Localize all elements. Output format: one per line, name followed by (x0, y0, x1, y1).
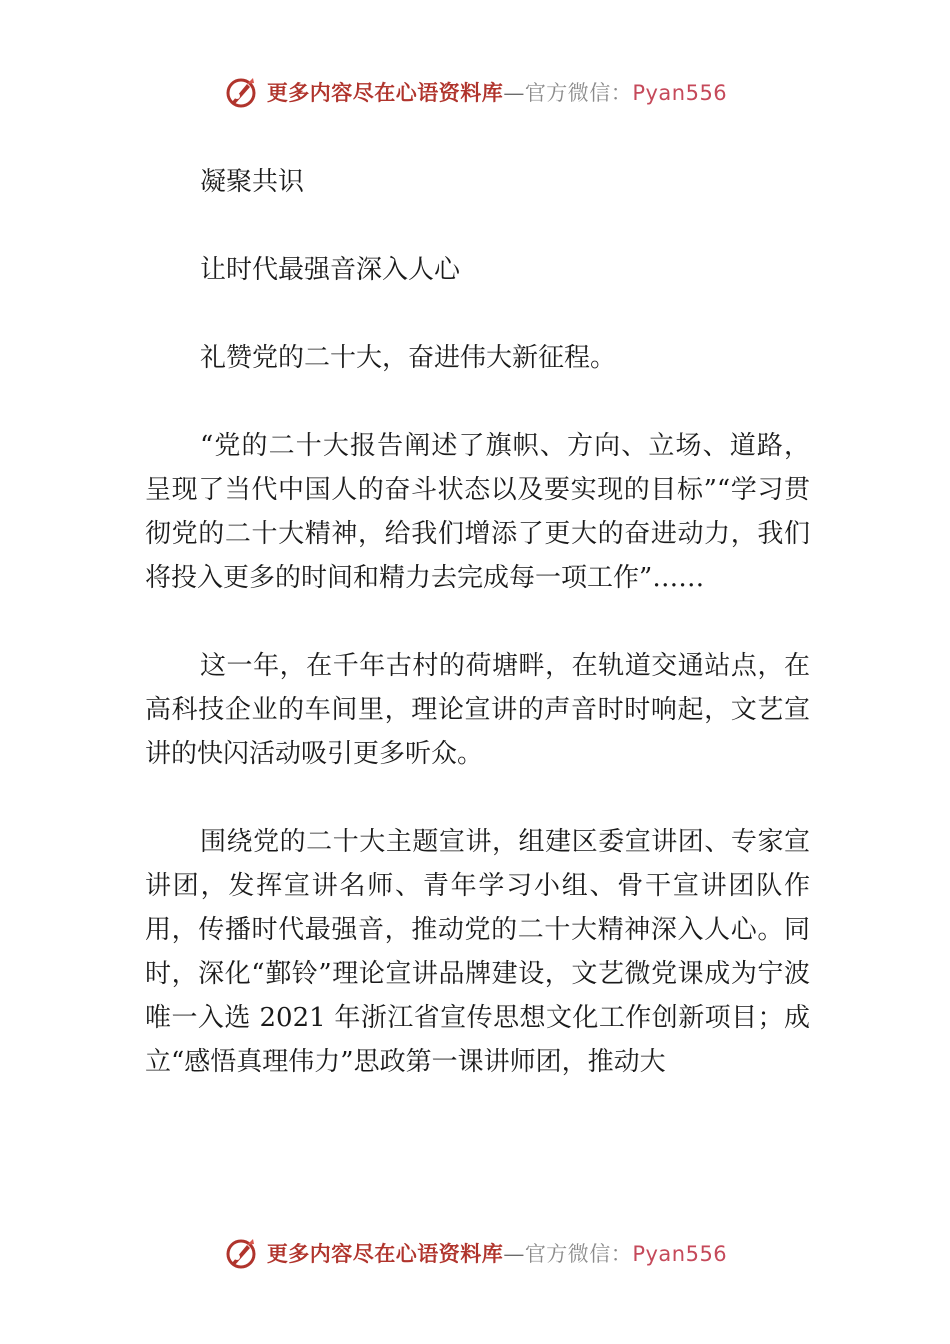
paragraph: 礼赞党的二十大，奋进伟大新征程。 (200, 343, 617, 373)
banner-wechat-id: Pyan556 (632, 81, 728, 105)
banner-text (267, 1238, 727, 1268)
banner-separator: — (503, 1242, 525, 1266)
banner-main-text: 更多内容尽在心语资料库 (266, 1241, 504, 1266)
banner-text (267, 77, 727, 107)
paragraph: 让时代最强音深入人心 (200, 255, 461, 285)
banner-wechat-label: 官方微信： (524, 81, 633, 105)
banner-main-text: 更多内容尽在心语资料库 (266, 80, 504, 105)
paragraph: 围绕党的二十大主题宣讲，组建区委宣讲团、专家宣讲团，发挥宣讲名师、青年学习小组、骨干宣讲团队作用，传播时代最强音，推动党的二十大精神深入人心。同时，深化“鄞铃”理论宣讲品牌建设，文艺微党课成为宁波唯一入选 2021 年浙江省宣传思想文化工作创新项目；成立“感悟真理伟力”思政第一课讲师团，推动大 (145, 827, 810, 1077)
paragraph: 这一年，在千年古村的荷塘畔，在轨道交通站点，在高科技企业的车间里，理论宣讲的声音时时响起，文艺宣讲的快闪活动吸引更多听众。 (145, 651, 810, 769)
header-banner (0, 70, 950, 114)
quill-logo-icon (223, 1235, 259, 1271)
paragraph: 凝聚共识 (200, 167, 305, 197)
quill-logo-icon (223, 74, 259, 110)
banner-wechat-label: 官方微信： (524, 1242, 633, 1266)
paragraph: “党的二十大报告阐述了旗帜、方向、立场、道路，呈现了当代中国人的奋斗状态以及要实现的目标”“学习贯彻党的二十大精神，给我们增添了更大的奋进动力，我们将投入更多的时间和精力去完成每一项工作”…… (145, 431, 810, 593)
document-body (145, 160, 810, 1128)
banner-wechat-id: Pyan556 (632, 1242, 728, 1266)
footer-banner (0, 1231, 950, 1275)
banner-separator: — (503, 81, 525, 105)
